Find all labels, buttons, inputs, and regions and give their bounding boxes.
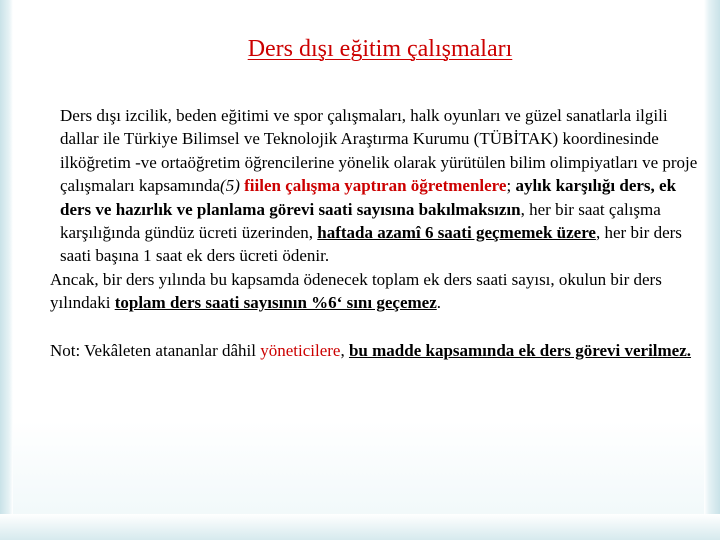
- weekly-limit-text: haftada azamî 6 saati geçmemek üzere: [317, 223, 596, 243]
- reference-number: (5): [220, 176, 240, 196]
- slide-title: Ders dışı eğitim çalışmaları: [247, 36, 513, 62]
- paragraph1-text-3: , her bir ders saati başına 1 saat ek ders ücreti ödenir.: [60, 223, 682, 266]
- paragraph2-end: .: [436, 293, 441, 313]
- right-decorative-bar: [704, 0, 720, 540]
- paragraph-extracurricular: [20, 104, 700, 268]
- note-prefix: Not: Vekâleten atananlar dâhil: [50, 340, 261, 360]
- weekly-basis-text: aylık karşılığı ders, ek ders ve hazırlık ve planlama görevi saati sayısına bakılmaksızın: [60, 176, 677, 219]
- paragraph-annual-limit: [20, 268, 700, 315]
- paragraph1-text-2: , her bir saat çalışma karşılığında gündüz ücreti üzerinden,: [60, 199, 661, 243]
- slide-body: [20, 104, 700, 362]
- note-comma: ,: [340, 340, 349, 360]
- note-paragraph: [20, 339, 700, 362]
- bottom-decorative-bar: [0, 514, 720, 540]
- managers-text: yöneticilere: [260, 340, 341, 360]
- separator-text: ;: [506, 176, 516, 196]
- paragraph2-text: Ancak, bir ders yılında bu kapsamda ödenecek toplam ek ders saati sayısı, okulun bir ders yılındaki: [50, 269, 662, 313]
- actual-teachers-text: fiilen çalışma yaptıran öğretmenlere: [239, 176, 507, 196]
- note-rule-text: bu madde kapsamında ek ders görevi verilmez.: [348, 340, 692, 360]
- paragraph1-text: Ders dışı izcilik, beden eğitimi ve spor çalışmaları, halk oyunları ve güzel sanatlarla ilgili dallar ile Türkiye Bilimsel ve Teknolojik Araştırma Kurumu (TÜBİTAK) koordinesinde ilköğretim -ve ortaöğretim öğrencilerine yönelik olarak yürütülen bilim olimpiyatları ve proje çalışmaları kapsamında: [60, 106, 698, 196]
- left-decorative-bar: [0, 0, 13, 540]
- annual-limit-text: toplam ders saati sayısının %6‘ sını geçemez: [114, 293, 437, 313]
